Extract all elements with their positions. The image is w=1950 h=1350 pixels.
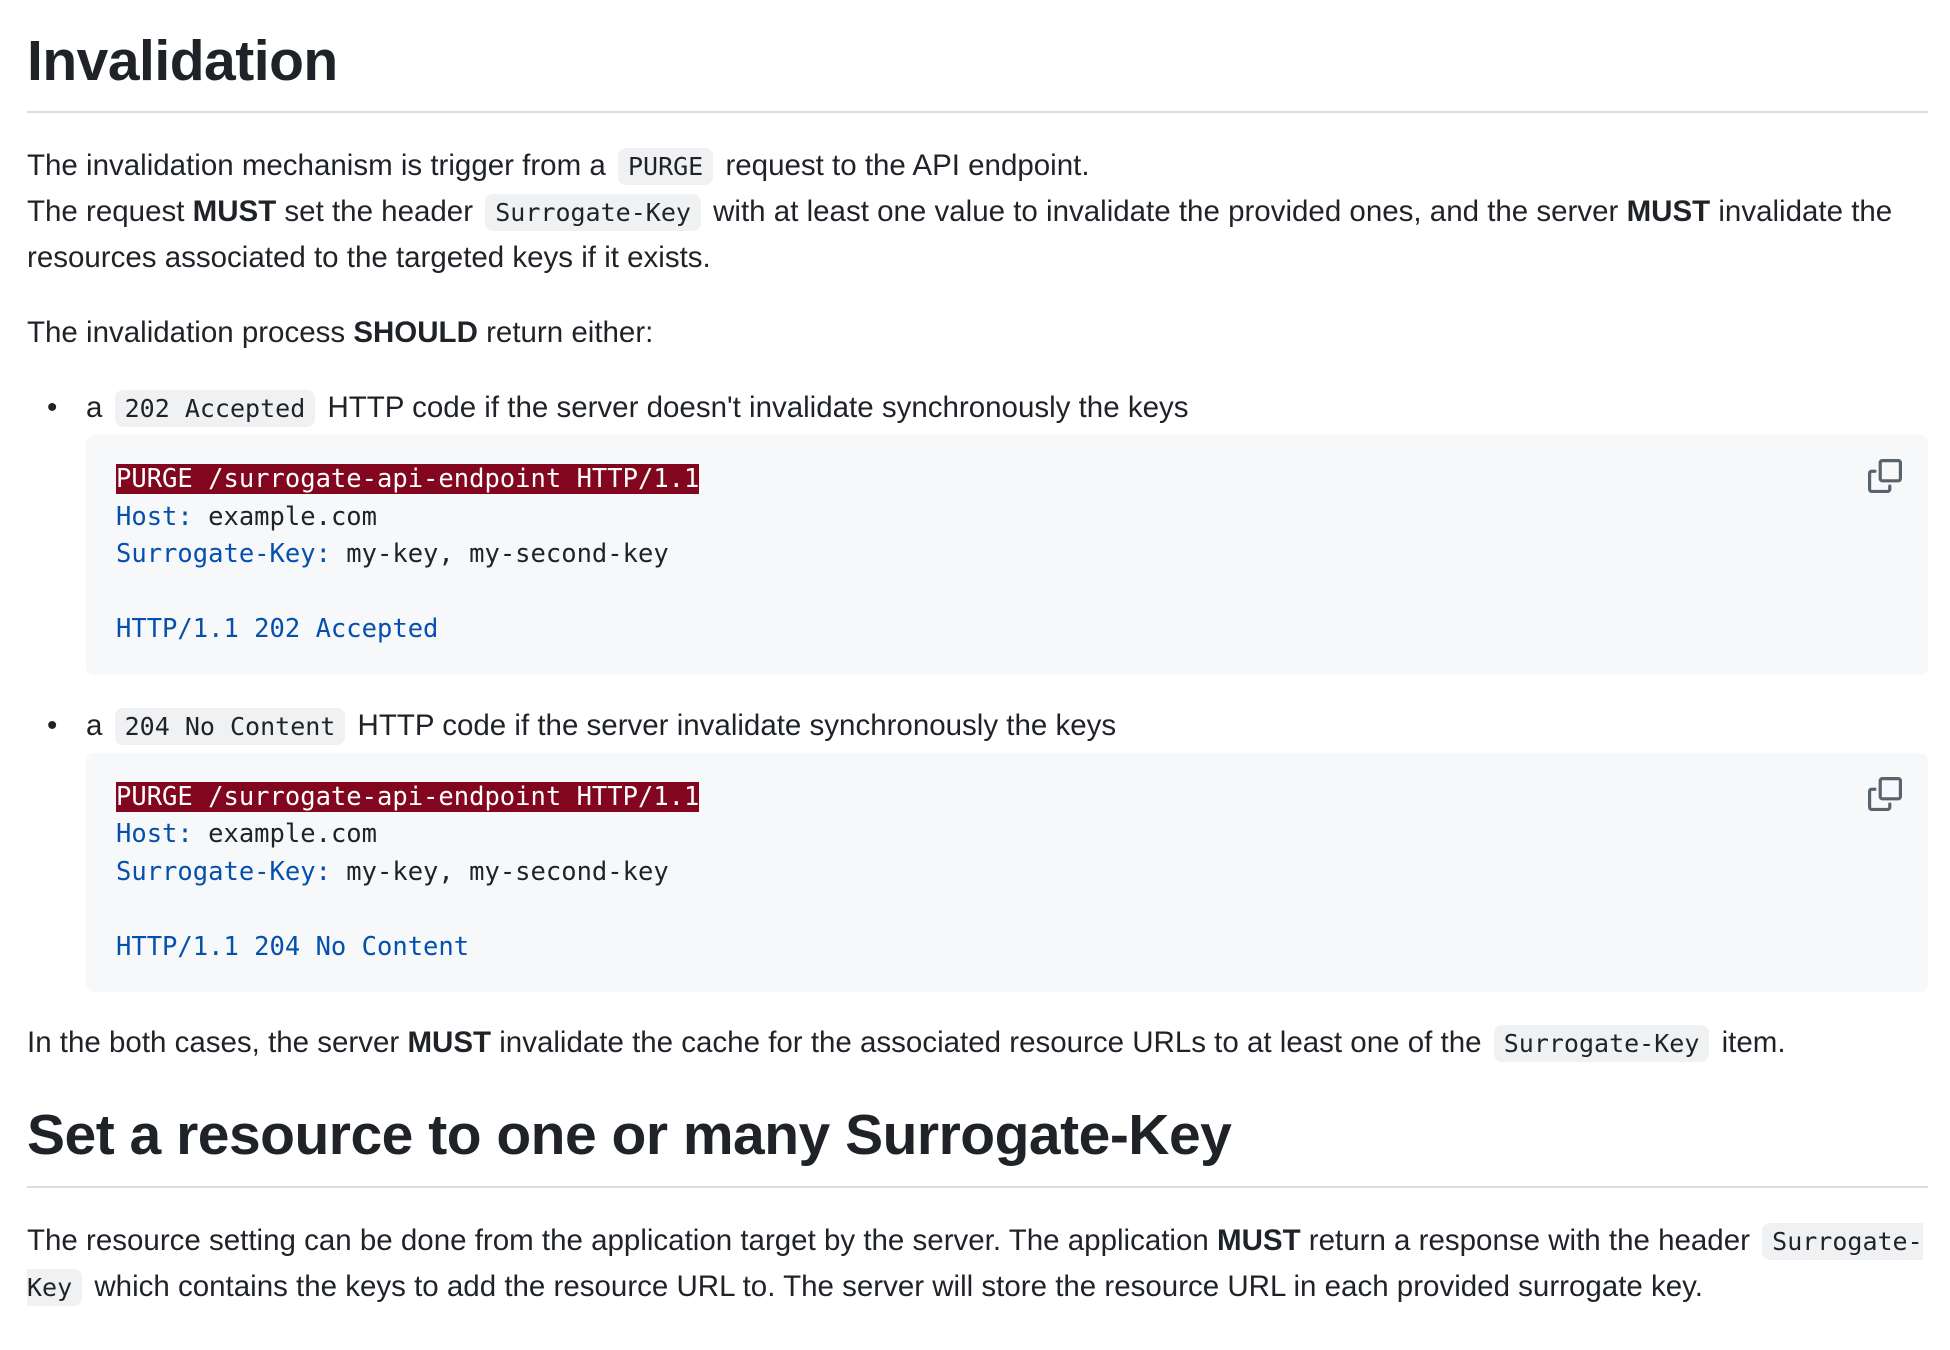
header-key-surrogate: Surrogate-Key: xyxy=(116,539,331,570)
bold-should: SHOULD xyxy=(353,316,478,350)
list-item-text xyxy=(86,385,1928,431)
list-item xyxy=(27,703,1928,993)
request-line: PURGE /surrogate-api-endpoint HTTP/1.1 xyxy=(116,464,700,495)
inline-code-surrogate-key: Surrogate-Key xyxy=(27,1223,1923,1306)
inline-code-status: 202 Accepted xyxy=(115,390,316,427)
response-list xyxy=(27,385,1928,992)
text: invalidate the cache for the associated resource URLs to at least one of the xyxy=(499,1026,1482,1060)
inline-code-purge: PURGE xyxy=(618,148,713,185)
paragraph-both-cases xyxy=(27,1020,1928,1066)
inline-code-status: 204 No Content xyxy=(115,708,346,745)
text: set the header xyxy=(284,195,474,229)
request-line: PURGE /surrogate-api-endpoint HTTP/1.1 xyxy=(116,781,700,812)
text: The request xyxy=(27,195,185,229)
copy-icon[interactable] xyxy=(1868,459,1902,493)
text: In the both cases, the server xyxy=(27,1026,400,1060)
text: invalidate the resources associated to the targeted keys if it exists. xyxy=(27,195,1893,275)
paragraph-resource-setting xyxy=(27,1218,1928,1310)
text: item. xyxy=(1721,1026,1786,1060)
text: with at least one value to invalidate the provided ones, and the server xyxy=(713,195,1619,229)
header-value-host: example.com xyxy=(208,819,378,850)
list-item-text xyxy=(86,703,1928,749)
text: a xyxy=(86,391,103,425)
bold-must: MUST xyxy=(1626,195,1711,229)
text: request to the API endpoint. xyxy=(725,149,1090,183)
header-value-host: example.com xyxy=(208,501,378,532)
text: The invalidation process xyxy=(27,316,346,350)
section-heading-set-resource: Set a resource to one or many Surrogate-Key xyxy=(27,1100,1928,1187)
text: return either: xyxy=(486,316,654,350)
text: HTTP code if the server doesn't invalidate synchronously the keys xyxy=(327,391,1189,425)
response-status-line: HTTP/1.1 202 Accepted xyxy=(116,614,439,645)
bullet: • xyxy=(47,708,58,742)
copy-icon[interactable] xyxy=(1868,777,1902,811)
bullet: • xyxy=(47,391,58,425)
text: The invalidation mechanism is trigger from a xyxy=(27,149,606,183)
bold-must: MUST xyxy=(1217,1223,1301,1257)
inline-code-surrogate-key: Surrogate-Key xyxy=(1494,1025,1710,1062)
list-item xyxy=(27,385,1928,675)
header-value-surrogate: my-key, my-second-key xyxy=(346,856,669,887)
paragraph-intro-1 xyxy=(27,143,1928,189)
paragraph-intro-2 xyxy=(27,189,1928,280)
bold-must: MUST xyxy=(192,195,277,229)
header-key-host: Host: xyxy=(116,501,193,532)
paragraph-process xyxy=(27,310,1928,355)
text: a xyxy=(86,708,103,742)
text: HTTP code if the server invalidate synchronously the keys xyxy=(357,708,1117,742)
header-key-surrogate: Surrogate-Key: xyxy=(116,856,331,887)
response-status-line: HTTP/1.1 204 No Content xyxy=(116,931,470,962)
bold-must: MUST xyxy=(407,1026,492,1060)
code-block xyxy=(86,753,1928,993)
inline-code-surrogate-key: Surrogate-Key xyxy=(485,194,701,231)
text: return a response with the header xyxy=(1308,1223,1750,1257)
code-block xyxy=(86,435,1928,675)
header-key-host: Host: xyxy=(116,819,193,850)
text: The resource setting can be done from the application target by the server. The application xyxy=(27,1223,1209,1257)
header-value-surrogate: my-key, my-second-key xyxy=(346,539,669,570)
text: which contains the keys to add the resource URL to. The server will store the resource URL in each provided surrogate key. xyxy=(94,1269,1703,1303)
section-heading-invalidation: Invalidation xyxy=(27,26,1928,113)
